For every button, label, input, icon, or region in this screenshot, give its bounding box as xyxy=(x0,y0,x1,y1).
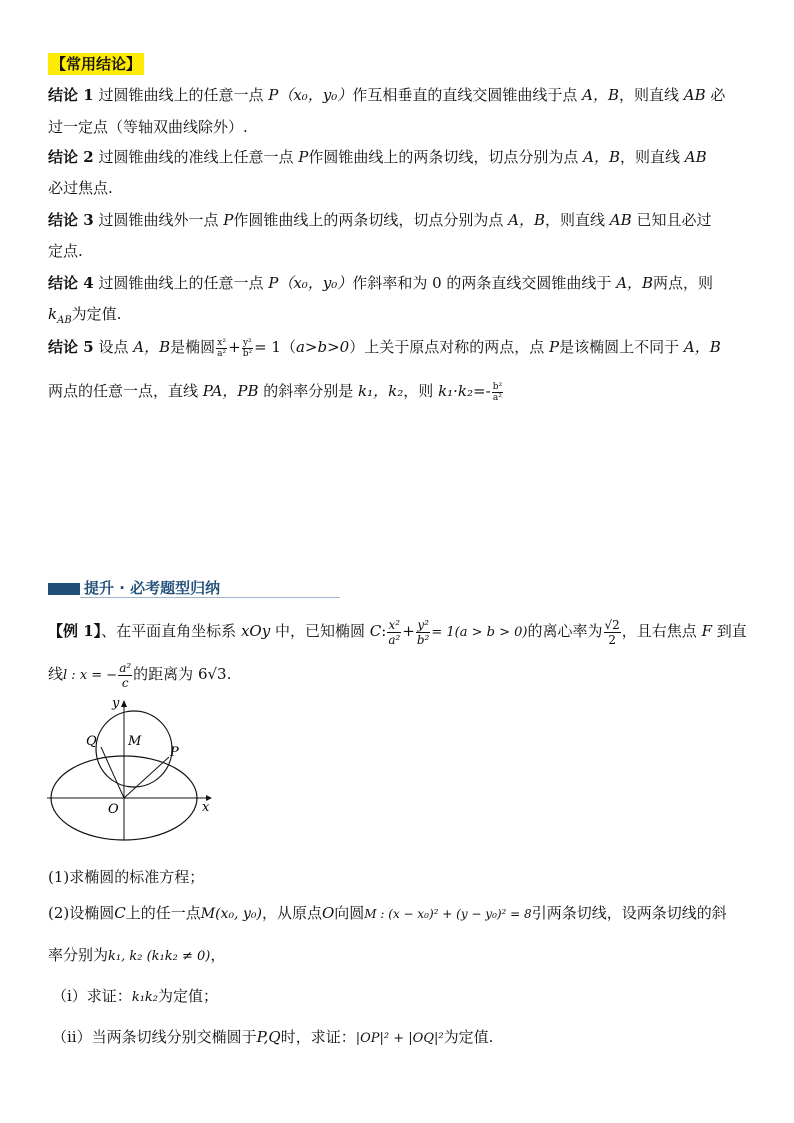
conclusion-5-line-1: 结论 5 设点 A，B是椭圆 $\frac{\text{x²}}{\text{a²}}$ + $\frac{\text{y²}}{\text{b²}}$ = 1（a>b>0）上关于原点对称的两点，点 P是该椭圆上不同于 A，B xyxy=(48,337,721,359)
label-o: O xyxy=(108,802,119,817)
numerator: y² xyxy=(417,617,429,632)
text: 为定值. xyxy=(71,305,122,323)
conclusion-1-line-2: 过一定点（等轴双曲线除外）. xyxy=(48,118,248,136)
text: ，则直线 xyxy=(618,86,679,104)
focus-f: F xyxy=(701,622,712,640)
text: （ii）当两条切线分别交椭圆于 xyxy=(52,1028,257,1046)
text: 时，求证： xyxy=(280,1028,356,1046)
text: ，则直线 xyxy=(620,148,681,166)
text: 已知且必过 xyxy=(636,211,712,229)
text: 过圆锥曲线外一点 xyxy=(98,211,219,229)
numerator: b² xyxy=(492,381,503,392)
condition: a>b>0 xyxy=(295,338,350,356)
text: 向圆 xyxy=(334,904,365,922)
text: 必 xyxy=(710,86,726,104)
slope-k: k xyxy=(48,305,58,323)
label-y: y xyxy=(112,696,120,711)
conclusion-3-line-1 xyxy=(48,209,711,231)
section-marker xyxy=(48,583,80,595)
point-p: P xyxy=(223,211,234,229)
question-1: (1)求椭圆的标准方程； xyxy=(48,868,205,886)
point-p: P xyxy=(268,86,279,104)
ellipse-figure xyxy=(44,695,224,845)
tangent-op xyxy=(124,757,169,798)
slope-sub: AB xyxy=(57,315,72,326)
label-m: M xyxy=(128,734,142,749)
text: 作圆锥曲线上的两条切线，切点分别为点 xyxy=(308,148,579,166)
text: 、在平面直角坐标系 xyxy=(101,622,237,640)
label-x: x xyxy=(202,800,210,815)
text: 作斜率和为 0 的两条直线交圆锥曲线于 xyxy=(352,274,612,292)
line-l: l : x = − xyxy=(63,668,118,683)
text: 上的任一点 xyxy=(125,904,201,922)
line-ab: AB xyxy=(684,148,707,166)
lines-pa-pb: PA，PB xyxy=(202,382,259,400)
conclusion-2-line-1 xyxy=(48,146,707,168)
points-pq: P,Q xyxy=(256,1028,281,1046)
conclusion-5-line-2 xyxy=(48,380,504,403)
text: = 1（ xyxy=(254,338,296,356)
numerator: √2 xyxy=(604,617,620,632)
text: 的斜率分别是 xyxy=(263,382,354,400)
text: 作圆锥曲线上的两条切线，切点分别为点 xyxy=(233,211,504,229)
text: 率分别为 xyxy=(48,946,109,964)
conclusion-4-line-2 xyxy=(48,303,121,332)
text: ，从原点 xyxy=(261,904,322,922)
text: 中，已知椭圆 xyxy=(274,622,365,640)
text: 过圆锥曲线上的任意一点 xyxy=(98,274,264,292)
slopes: k₁, k₂ (k₁k₂ ≠ 0) xyxy=(108,949,211,964)
fraction-a2-c xyxy=(118,661,132,690)
fraction-x2-a2 xyxy=(216,338,227,359)
coords: （x₀，y₀） xyxy=(278,274,353,292)
section-title: 提升 · 必考题型归纳 xyxy=(84,579,221,597)
conclusion-2-line-2: 必过焦点. xyxy=(48,179,113,197)
question-2-i xyxy=(52,983,218,1011)
question-2-line-2 xyxy=(48,942,225,970)
text: 设点 xyxy=(98,338,129,356)
fraction-y2-b2 xyxy=(242,338,253,359)
text: （i）求证： xyxy=(52,987,132,1005)
coords: （x₀，y₀） xyxy=(278,86,353,104)
conclusion-2-label: 结论 2 xyxy=(48,148,94,166)
points-ab: A，B xyxy=(583,148,620,166)
conclusion-5-label: 结论 5 xyxy=(48,338,94,356)
text: 作互相垂直的直线交圆锥曲线于点 xyxy=(352,86,578,104)
text: 引两条切线，设两条切线的斜 xyxy=(531,904,727,922)
fraction-x2-a2 xyxy=(387,618,401,647)
point-p: P xyxy=(298,148,309,166)
denominator: b² xyxy=(242,348,253,359)
label-p: P xyxy=(170,745,179,760)
text: 的离心率为 xyxy=(527,622,603,640)
conclusion-3-line-2: 定点. xyxy=(48,242,83,260)
points-ab: A，B xyxy=(508,211,545,229)
example-1-line-2 xyxy=(48,660,231,690)
point-p: P xyxy=(548,338,560,356)
points-ab: A，B xyxy=(683,338,721,356)
points-ab: A，B xyxy=(616,274,654,292)
text: 是椭圆 xyxy=(170,338,216,356)
point-m: M(x₀, y₀) xyxy=(200,906,262,922)
slopes: k₁，k₂ xyxy=(358,382,404,400)
text: 的距离为 6√3. xyxy=(133,665,232,683)
ellipse-c: C xyxy=(369,622,382,640)
line-ab: AB xyxy=(683,86,706,104)
slope-product: k₁k₂ xyxy=(131,990,158,1005)
line-ab: AB xyxy=(609,211,632,229)
ellipse-c: C xyxy=(114,904,126,922)
coord-system: xOy xyxy=(240,622,271,640)
origin-o: O xyxy=(321,904,335,922)
text: ）上关于原点对称的两点，点 xyxy=(349,338,545,356)
fraction-y2-b2 xyxy=(416,618,431,647)
label-q: Q xyxy=(86,734,97,749)
denominator: c xyxy=(121,675,129,690)
denominator: a² xyxy=(492,392,502,403)
y-axis-arrow-icon xyxy=(121,700,127,707)
points-ab: A，B xyxy=(133,338,171,356)
eccentricity xyxy=(604,618,621,647)
common-conclusions-tag: 【常用结论】 xyxy=(48,53,144,75)
conclusion-1-label: 结论 1 xyxy=(48,86,94,104)
denominator: a² xyxy=(388,632,401,647)
circle-m xyxy=(96,711,172,787)
condition: = 1(a > b > 0) xyxy=(431,625,528,640)
circle-equation: M : (x − x₀)² + (y − y₀)² = 8 xyxy=(364,907,532,921)
text: 过圆锥曲线的准线上任意一点 xyxy=(98,148,294,166)
fraction-b2-a2 xyxy=(492,382,503,403)
text: 为定值； xyxy=(158,987,219,1005)
question-2-line-1 xyxy=(48,900,727,927)
text: ，则 xyxy=(403,382,434,400)
denominator: 2 xyxy=(608,632,616,647)
example-label: 【例 1】 xyxy=(48,622,102,640)
points-ab: A，B xyxy=(582,86,619,104)
distance-expression: |OP|² + |OQ|² xyxy=(355,1031,444,1046)
text: + xyxy=(402,622,415,640)
denominator: b² xyxy=(416,632,430,647)
slope-product: k₁·k₂=- xyxy=(438,382,491,400)
numerator: a² xyxy=(119,660,132,675)
numerator: y² xyxy=(243,337,252,348)
text: ，且右焦点 xyxy=(621,622,697,640)
text: (2)设椭圆 xyxy=(48,904,115,922)
text: 两点的任意一点，直线 xyxy=(48,382,199,400)
conclusion-4-label: 结论 4 xyxy=(48,274,94,292)
text: ， xyxy=(210,946,226,964)
conclusion-3-label: 结论 3 xyxy=(48,211,94,229)
text: 到直 xyxy=(716,622,747,640)
numerator: x² xyxy=(388,617,401,632)
conclusion-4-line-1 xyxy=(48,272,713,294)
section-rule xyxy=(80,597,340,598)
text: ，则直线 xyxy=(545,211,606,229)
numerator: x² xyxy=(217,337,226,348)
text: 线 xyxy=(48,665,64,683)
question-2-ii xyxy=(52,1024,493,1052)
text: : xyxy=(381,622,387,640)
text: 两点，则 xyxy=(653,274,714,292)
text: 过圆锥曲线上的任意一点 xyxy=(98,86,264,104)
point-p: P xyxy=(268,274,279,292)
text: 是该椭圆上不同于 xyxy=(559,338,680,356)
denominator: a² xyxy=(217,348,227,359)
example-1-line-1 xyxy=(48,617,747,647)
section-header xyxy=(48,577,340,601)
text: 为定值. xyxy=(443,1028,494,1046)
conclusion-1-line-1 xyxy=(48,84,725,106)
